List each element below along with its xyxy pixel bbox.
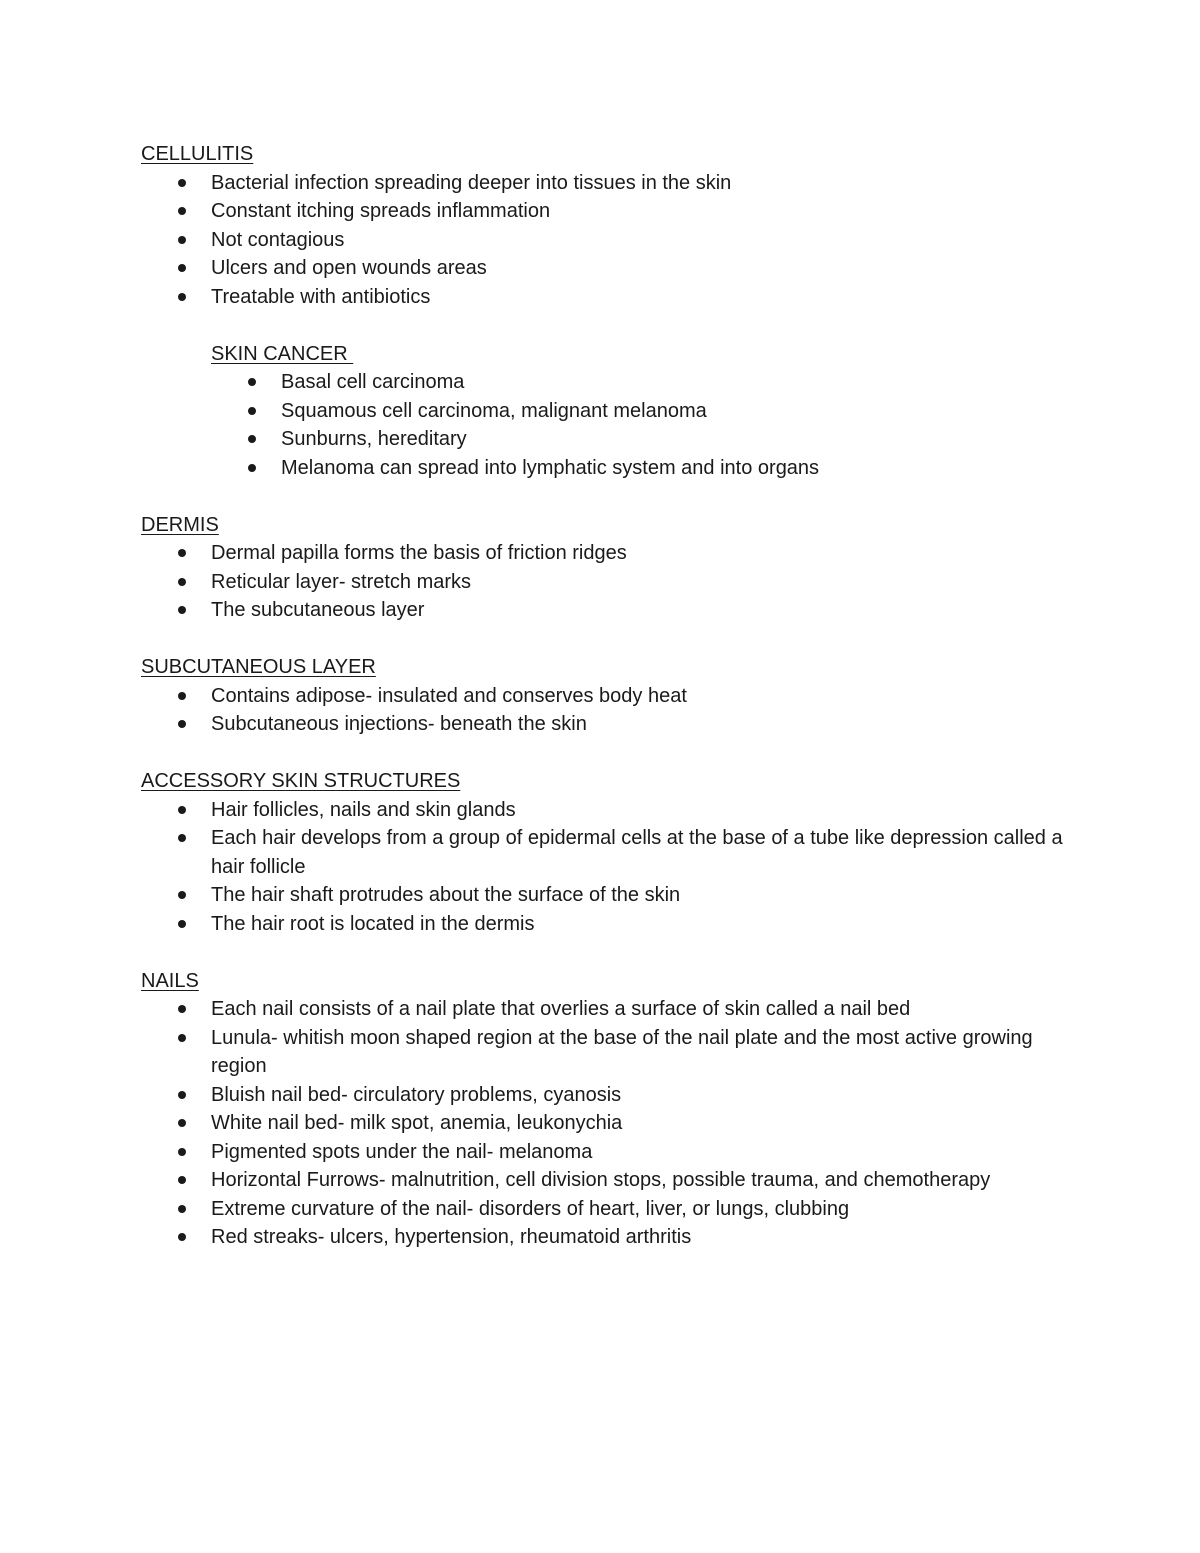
bullet-icon: [248, 435, 256, 443]
list-item-text: Basal cell carcinoma: [281, 371, 465, 393]
list-item: [211, 169, 1071, 198]
bullet-icon: [178, 1176, 186, 1184]
bullet-icon: [178, 1005, 186, 1013]
bullet-icon: [178, 834, 186, 842]
bullet-icon: [178, 264, 186, 272]
list-item-text: Not contagious: [211, 228, 345, 251]
list-item-text: Dermal papilla forms the basis of friction ridges: [211, 542, 627, 564]
bullet-icon: [178, 236, 186, 244]
list-item-text: Sunburns, hereditary: [281, 428, 467, 450]
section-heading: SUBCUTANEOUS LAYER: [141, 656, 376, 678]
bullet-icon: [178, 1119, 186, 1127]
document-body: [141, 140, 1071, 1280]
list-item-text: Each hair develops from a group of epidermal cells at the base of a tube like depression called a hair follicle: [211, 827, 1063, 878]
list-item: [211, 1109, 1071, 1138]
bullet-list: [141, 539, 1071, 625]
bullet-icon: [178, 578, 186, 586]
bullet-icon: [178, 207, 186, 215]
bullet-icon: [178, 1034, 186, 1042]
list-item: [211, 824, 1071, 881]
bullet-icon: [248, 464, 256, 472]
list-item: [211, 283, 1071, 312]
list-item: [211, 539, 1071, 568]
bullet-icon: [178, 293, 186, 301]
section-subcutaneous-layer: [141, 653, 1071, 739]
list-item: [211, 1138, 1071, 1167]
list-item-text: Treatable with antibiotics: [211, 285, 431, 308]
list-item: [211, 568, 1071, 597]
section-heading: NAILS: [141, 969, 199, 992]
bullet-icon: [178, 920, 186, 928]
list-item-text: Each nail consists of a nail plate that overlies a surface of skin called a nail bed: [211, 998, 911, 1020]
list-item-text: Bluish nail bed- circulatory problems, cyanosis: [211, 1083, 622, 1106]
bullet-list: [211, 368, 1071, 482]
bullet-list: [141, 682, 1071, 739]
list-item-text: Red streaks- ulcers, hypertension, rheumatoid arthritis: [211, 1226, 692, 1248]
section-nails: [141, 967, 1071, 1252]
bullet-icon: [178, 606, 186, 614]
bullet-icon: [178, 549, 186, 557]
list-item: [281, 425, 1071, 454]
bullet-icon: [178, 1148, 186, 1156]
list-item-text: The hair shaft protrudes about the surface of the skin: [211, 884, 681, 906]
list-item: [211, 796, 1071, 825]
bullet-icon: [178, 1091, 186, 1099]
list-item-text: Constant itching spreads inflammation: [211, 200, 551, 222]
section-heading: DERMIS: [141, 513, 219, 536]
list-item: [211, 881, 1071, 910]
list-item-text: Contains adipose- insulated and conserves body heat: [211, 684, 687, 707]
section-heading: CELLULITIS: [141, 143, 254, 165]
section-accessory-skin-structures: [141, 767, 1071, 938]
section-heading: ACCESSORY SKIN STRUCTURES: [141, 770, 461, 792]
list-item: [281, 454, 1071, 483]
list-item: [211, 1195, 1071, 1224]
list-item-text: Lunula- whitish moon shaped region at the base of the nail plate and the most active growing region: [211, 1026, 1033, 1077]
list-item: [211, 197, 1071, 226]
bullet-list: [141, 995, 1071, 1252]
list-item: [211, 1024, 1071, 1081]
list-item: [211, 254, 1071, 283]
bullet-icon: [248, 407, 256, 415]
list-item: [211, 1081, 1071, 1110]
list-item: [281, 368, 1071, 397]
bullet-icon: [178, 806, 186, 814]
bullet-icon: [178, 891, 186, 899]
bullet-icon: [178, 720, 186, 728]
list-item: [211, 710, 1071, 739]
section-heading: SKIN CANCER: [211, 342, 354, 365]
list-item-text: White nail bed- milk spot, anemia, leukonychia: [211, 1112, 623, 1134]
section-cellulitis: [141, 140, 1071, 311]
list-item-text: Squamous cell carcinoma, malignant melanoma: [281, 399, 707, 422]
list-item-text: The hair root is located in the dermis: [211, 912, 535, 935]
section-skin-cancer: [211, 340, 1071, 483]
bullet-icon: [178, 1233, 186, 1241]
bullet-list: [141, 796, 1071, 939]
list-item: [211, 995, 1071, 1024]
list-item: [211, 910, 1071, 939]
list-item-text: Hair follicles, nails and skin glands: [211, 798, 516, 821]
list-item: [211, 1223, 1071, 1252]
list-item-text: Bacterial infection spreading deeper into tissues in the skin: [211, 171, 732, 194]
list-item: [211, 226, 1071, 255]
bullet-list: [141, 169, 1071, 312]
list-item: [281, 397, 1071, 426]
list-item-text: Horizontal Furrows- malnutrition, cell division stops, possible trauma, and chemotherapy: [211, 1169, 991, 1191]
list-item-text: Melanoma can spread into lymphatic system and into organs: [281, 456, 820, 479]
bullet-icon: [178, 179, 186, 187]
list-item-text: Extreme curvature of the nail- disorders of heart, liver, or lungs, clubbing: [211, 1197, 850, 1220]
list-item-text: Subcutaneous injections- beneath the skin: [211, 713, 587, 735]
list-item-text: Ulcers and open wounds areas: [211, 257, 487, 279]
bullet-icon: [178, 692, 186, 700]
section-dermis: [141, 511, 1071, 625]
list-item: [211, 682, 1071, 711]
bullet-icon: [178, 1205, 186, 1213]
list-item-text: The subcutaneous layer: [211, 599, 425, 621]
list-item-text: Pigmented spots under the nail- melanoma: [211, 1140, 593, 1163]
list-item-text: Reticular layer- stretch marks: [211, 570, 472, 593]
bullet-icon: [248, 378, 256, 386]
list-item: [211, 596, 1071, 625]
list-item: [211, 1166, 1071, 1195]
